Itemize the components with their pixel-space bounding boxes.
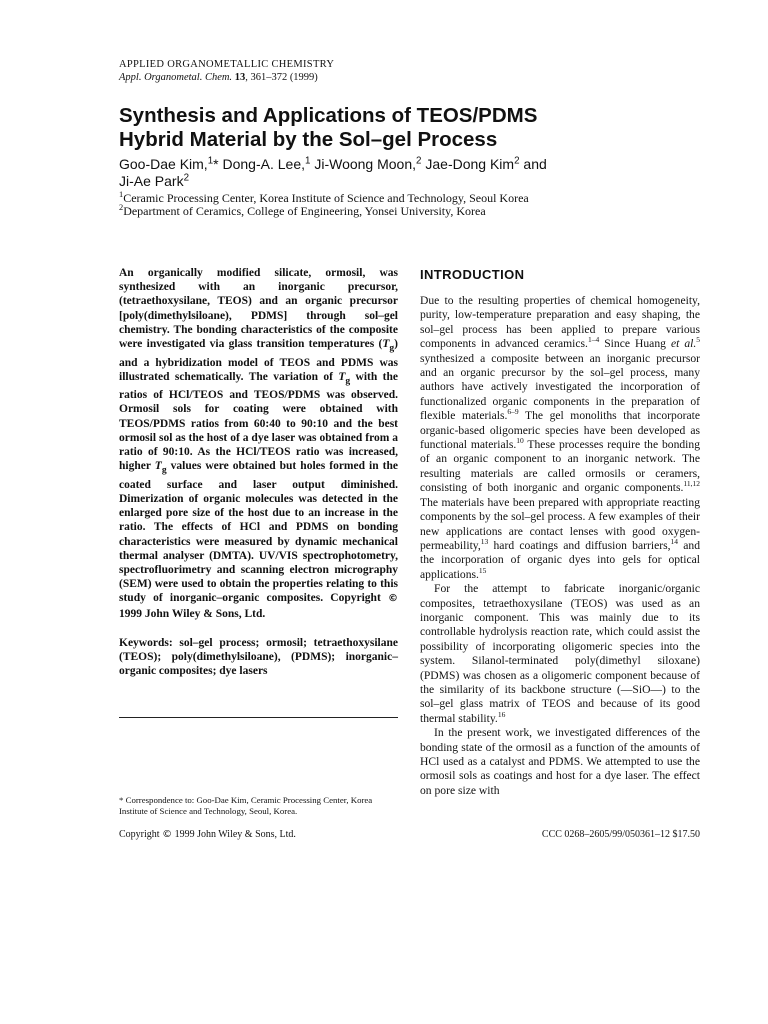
- footnote-divider: [119, 717, 398, 718]
- abstract-text: An organically modified silicate, ormosil, was synthesized with an inorganic precursor, (tetraethoxysilane, TEOS) and an organic precursor [poly(dimethylsiloane), PDMS] through sol–gel chemistry. The bonding characteristics of the composite were investigated via glass transition temperatures $(T_g)$ and a hybridization model of TEOS and PDMS was illustrated schematically. The variation of $T_g$ with the ratios of HCl/TEOS and TEOS/PDMS was observed. Ormosil sols for coating were obtained with TEOS/PDMS ratios from 60:40 to 90:10 and the best ormosil sol as the host of a dye laser was obtained from a ratio of 90:10. As the HCl/TEOS ratio was increased, higher $T_g$ values were obtained but holes formed in the coated surface and laser output diminished. Dimerization of organic molecules was detected in the enlarged pore size of the host due to an increase in the ratio. The effects of HCl and PDMS on bonding characteristics were measured by dynamic mechanical thermal analyser (DMTA). UV/VIS spectrophotometry, spectrofluorimetry and scanning electron micrography (SEM) were used to obtain the properties relating to this study of inorganic–organic composites. Copyright © 1999 John Wiley & Sons, Ltd.: [119, 267, 398, 620]
- author-name: Goo-Dae Kim,: [119, 156, 208, 172]
- copyright-line: Copyright © 1999 John Wiley & Sons, Ltd.: [119, 829, 296, 840]
- author-name: Ji-Ae Park: [119, 173, 184, 189]
- citation-ref[interactable]: 13: [480, 537, 489, 547]
- affiliation: $^2$Department of Ceramics, College of Engineering, Yonsei University, Korea: [119, 203, 486, 218]
- citation-ref[interactable]: 14: [670, 537, 678, 547]
- author-list: [119, 156, 699, 190]
- paragraph: In the present work, we investigated differences of the bonding state of the ormosil as a function of the amounts of HCl used as a catalyst and PDMS. We attempted to use the ormosil sols as coatings and host for a dye laser. The effect on pore size with: [420, 726, 700, 797]
- journal-citation: Appl. Organometal. Chem. 13, 361–372 (1999): [119, 72, 318, 83]
- author-connector: and: [523, 156, 547, 172]
- affil-mark: 1: [207, 155, 214, 167]
- citation-ref[interactable]: 5: [696, 335, 700, 345]
- ccc-code: CCC 0268–2605/99/050361–12 $17.50: [541, 829, 700, 840]
- corresponding-mark: *: [213, 156, 219, 172]
- section-heading-introduction: INTRODUCTION: [420, 267, 525, 282]
- author-name: Jae-Dong Kim: [425, 156, 515, 172]
- correspondence-footnote: * Correspondence to: Goo-Dae Kim, Ceramic Processing Center, Korea Institute of Science and Technology, Seoul, Korea.: [119, 795, 373, 816]
- paragraph: Due to the resulting properties of chemical homogeneity, purity, low-temperature preparation and easy shaping, the sol–gel process has been applied to prepare various components in advanced ceramics.$^{1-4}$ Since Huang et al.$^5$ synthesized a composite between an inorganic precursor and an organic precursor by the sol–gel process, many authors have actively investigated the incorporation of functionalized organic components in the preparation of flexible materials.$^{6-9}$ The gel monoliths that incorporate organic-based oligomeric species have been developed as functional materials.$^{10}$ These processes require the bonding of an organic component to an inorganic network. The resulting materials are called ormosils or ceramers, consisting of both inorganic and organic components.$^{11,12}$ The materials have been prepared with appropriate reacting components by the sol–gel process. A few examples of their new applications are contact lenses with good oxygen-permeability,$^{13}$ hard coatings and diffusion barriers,$^{14}$ and the incorporation of organic dyes into gels for optical applications.$^{15}$: [420, 294, 701, 581]
- abstract: [119, 266, 398, 621]
- paragraph: For the attempt to fabricate inorganic/organic composites, tetraethoxysilane (TEOS) was used as an inorganic component. This was mainly due to its controllable hydrolysis reaction rate, which could assist the possibility of incorporating oligomeric species into the system. Silanol-terminated poly(dimethyl siloxane) (PDMS) was chosen as a oligomeric component because of the similarity of its backbone structure (—SiO—) to the sol–gel glass matrix of TEOS and because of its good thermal stability.$^{16}$: [420, 582, 700, 725]
- introduction-body: [420, 294, 700, 798]
- article-title: [119, 104, 719, 152]
- affil-mark: 2: [416, 155, 422, 167]
- citation-ref[interactable]: 16: [497, 709, 506, 719]
- author-name: Dong-A. Lee,: [222, 156, 305, 172]
- affiliations: [119, 192, 699, 218]
- title-line-2: Hybrid Material by the Sol–gel Process: [119, 128, 498, 151]
- journal-name: APPLIED ORGANOMETALLIC CHEMISTRY: [119, 59, 335, 70]
- copyright-symbol: ©: [162, 829, 173, 840]
- citation-ref[interactable]: 15: [478, 565, 487, 575]
- citation-ref[interactable]: 6–9: [507, 407, 519, 417]
- keywords: Keywords: sol–gel process; ormosil; tetraethoxysilane (TEOS); poly(dimethylsiloane), (PDMS); inorganic–organic composites; dye lasers: [119, 637, 398, 678]
- copyright-symbol: ©: [388, 593, 398, 605]
- author-name: Ji-Woong Moon,: [314, 156, 417, 172]
- citation-ref[interactable]: 1–4: [587, 335, 600, 345]
- journal-header: [119, 58, 334, 84]
- affil-mark: 2: [183, 172, 190, 184]
- title-line-1: Synthesis and Applications of TEOS/PDMS: [119, 104, 538, 127]
- affil-mark: 1: [305, 155, 311, 167]
- affil-mark: 2: [514, 155, 520, 167]
- citation-ref[interactable]: 10: [516, 436, 524, 446]
- citation-ref[interactable]: 11,12: [683, 479, 700, 489]
- affiliation: $^1$Ceramic Processing Center, Korea Institute of Science and Technology, Seoul Korea: [119, 190, 529, 205]
